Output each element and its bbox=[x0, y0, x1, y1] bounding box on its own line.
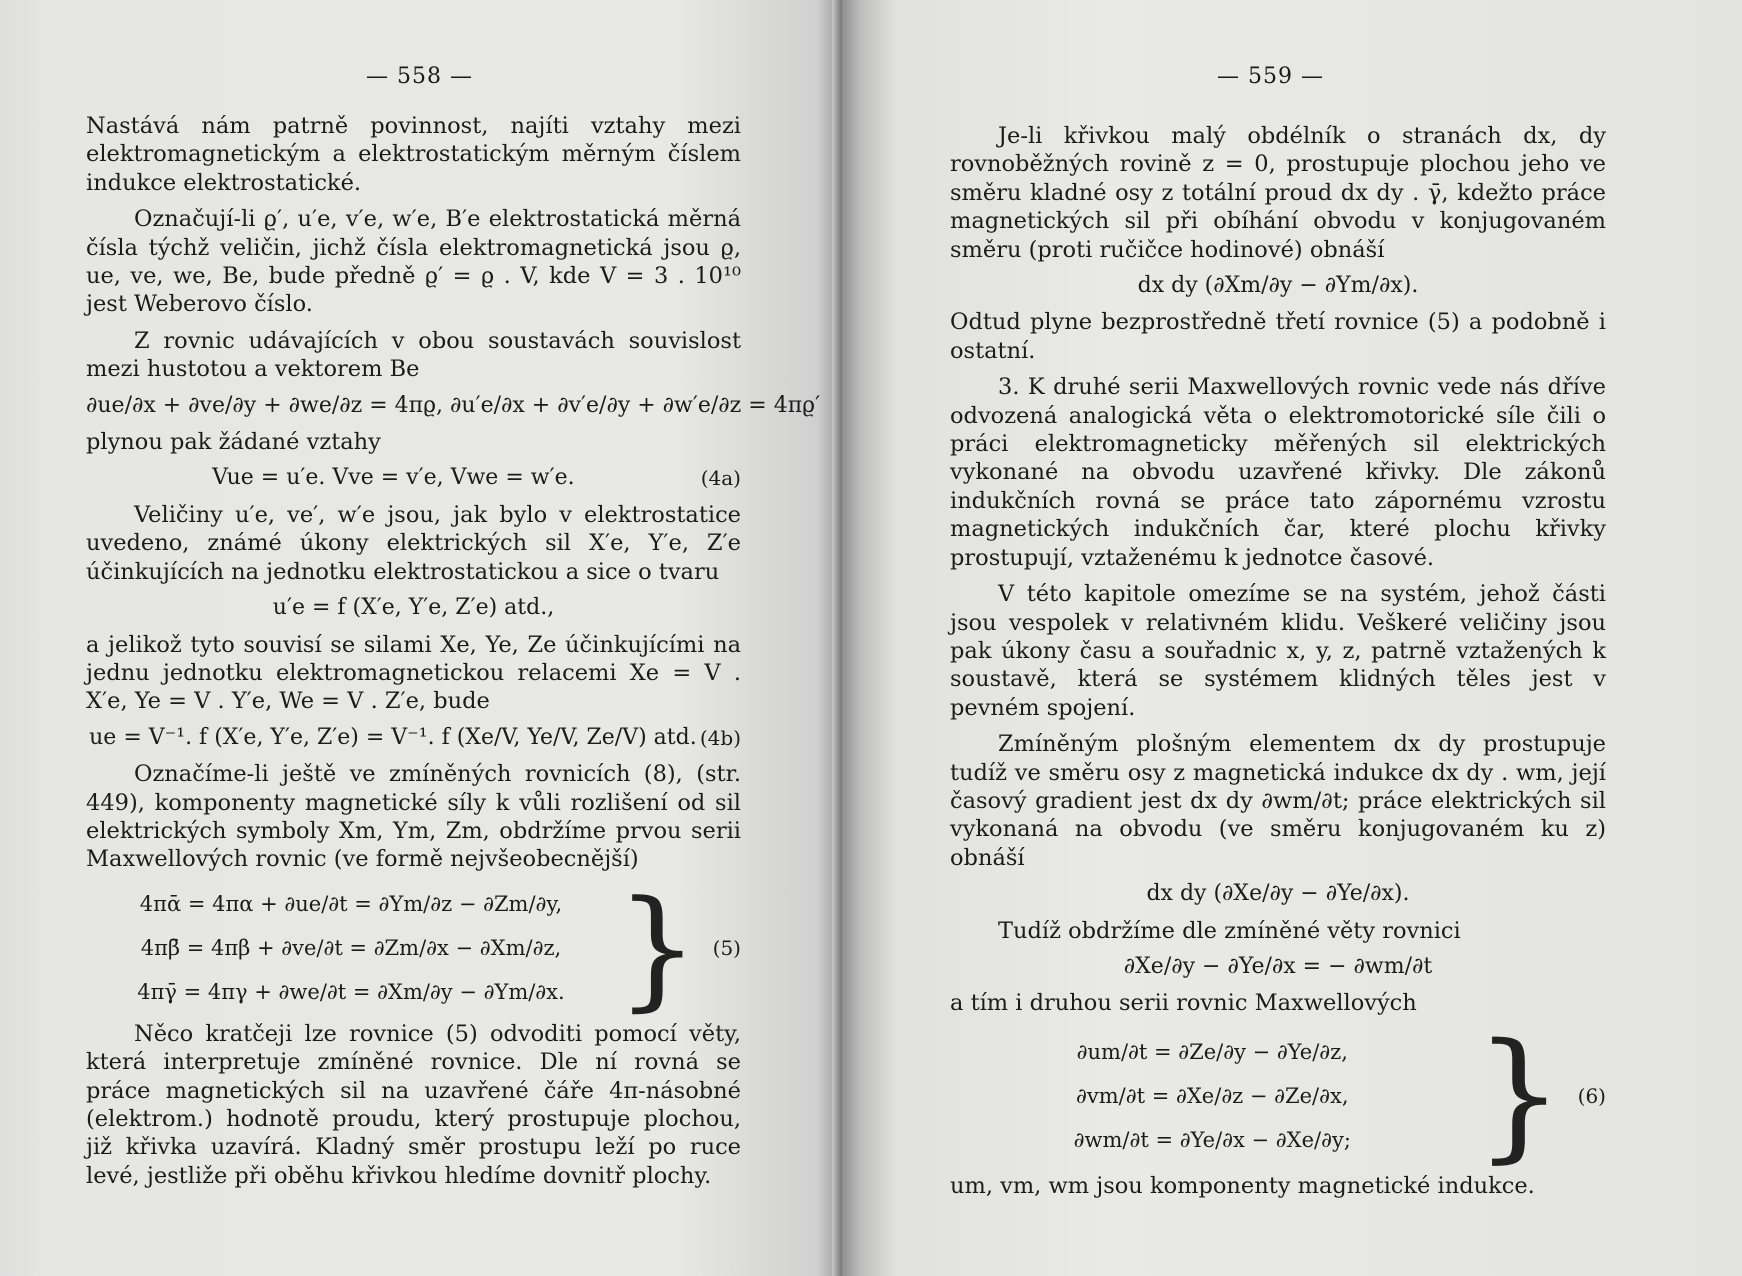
paragraph: Označují-li ϱ′, u′e, v′e, w′e, B′e elektrostatická měrná čísla týchž veličin, jichž čísla elektromagnetická jsou ϱ, ue, ve, we, Be, bude předně ϱ′ = ϱ . V, kde V = 3 . 10¹⁰ jest Weberovo číslo. bbox=[86, 206, 741, 318]
equation-system-6 bbox=[950, 1013, 1606, 1177]
page-number: — 559 — bbox=[1217, 64, 1324, 89]
paragraph: plynou pak žádané vztahy bbox=[86, 429, 381, 456]
paragraph: Odtud plyne bezprostředně třetí rovnice (5) a podobně i ostatní. bbox=[950, 309, 1606, 364]
equation-body: Vue = u′e. Vve = v′e, Vwe = w′e. bbox=[212, 465, 575, 491]
text-column bbox=[86, 112, 821, 1198]
equation-line: ∂vm/∂t = ∂Xe/∂z − ∂Ze/∂x, bbox=[1076, 1083, 1349, 1108]
paragraph: Označíme-li ještě ve zmíněných rovnicích (8), (str. 449), komponenty magnetické síly k vůli rozlišení od sil elektrických symboly Xm, Ym, Zm, obdržíme prvou serii Maxwellových rovnic (ve formě nejvšeobecnější) bbox=[86, 761, 741, 873]
equation-body: ue = V⁻¹. f (X′e, Y′e, Z′e) = V⁻¹. f (Xe/V, Ye/V, Ze/V) atd. bbox=[89, 724, 697, 750]
equation-rows bbox=[86, 882, 616, 1014]
left-page bbox=[0, 0, 842, 1276]
equation-number: (5) bbox=[712, 935, 741, 960]
equation: ∂Xe/∂y − ∂Ye/∂x = − ∂wm/∂t bbox=[1123, 953, 1433, 979]
equation: ∂ue/∂x + ∂ve/∂y + ∂we/∂z = 4πϱ, ∂u′e/∂x + ∂v′e/∂y + ∂w′e/∂z = 4πϱ′ bbox=[86, 392, 821, 418]
equation-line: ∂wm/∂t = ∂Ye/∂x − ∂Xe/∂y; bbox=[1073, 1127, 1351, 1152]
equation-line: 4πᾱ = 4πα + ∂ue/∂t = ∂Ym/∂z − ∂Zm/∂y, bbox=[139, 891, 563, 916]
equation-number: (4b) bbox=[699, 725, 741, 750]
brace-glyph: } bbox=[615, 871, 699, 1024]
paragraph: V této kapitole omezíme se na systém, jehož části jsou vespolek v relativném klidu. Veškeré veličiny jsou pak úkony času a souřadnic x, y, z, patrně vztažených k soustavě, která se systémem klidných těles jest v pevném spojení. bbox=[950, 581, 1606, 721]
equation-number: (6) bbox=[1577, 1083, 1606, 1108]
equation-line: 4πγ̄ = 4πγ + ∂we/∂t = ∂Xm/∂y − ∂Ym/∂x. bbox=[137, 979, 565, 1004]
equation-4a bbox=[86, 464, 741, 492]
equation: dx dy (∂Xe/∂y − ∂Ye/∂x). bbox=[1146, 881, 1410, 907]
paragraph: um, vm, wm jsou komponenty magnetické indukce. bbox=[950, 1172, 1535, 1199]
equation-line: ∂um/∂t = ∂Ze/∂y − ∂Ye/∂z, bbox=[1076, 1039, 1348, 1064]
equation-number: (4a) bbox=[700, 466, 741, 491]
paragraph: a jelikož tyto souvisí se silami Xe, Ye, Ze účinkujícími na jednu jednotku elektromagnetickou relacemi Xe = V . X′e, Ye = V . Y′e, We = V . Z′e, bude bbox=[86, 631, 741, 715]
paragraph: Je-li křivkou malý obdélník o stranách dx, dy rovnoběžných rovině z = 0, prostupuje plochou jeho ve směru kladné osy z totální proud dx dy . γ̄, kdežto práce magnetických sil při obíhání obvodu v konjugovaném směru (proti ručičce hodinové) obnáší bbox=[950, 123, 1606, 263]
paragraph: Něco kratčeji lze rovnice (5) odvoditi pomocí věty, která interpretuje zmíněné rovnice. Dle ní rovná se práce magnetických sil na uzavřené čáře 4π-násobné (elektrom.) hodnotě proudu, který prostupuje plochou, již křivka uzavírá. Kladný směr prostupu leží po ruce levé, jestliže při oběhu křivkou hledíme dovnitř plochy. bbox=[86, 1020, 741, 1189]
right-page bbox=[842, 0, 1742, 1276]
paragraph: Z rovnic udávajících v obou soustavách souvislost mezi hustotou a vektorem Be bbox=[86, 327, 741, 383]
paragraph: a tím i druhou serii rovnic Maxwellových bbox=[950, 990, 1417, 1017]
paragraph: Nastává nám patrně povinnost, najíti vztahy mezi elektromagnetickým a elektrostatickým měrným číslem indukce elektrostatické. bbox=[86, 113, 741, 196]
text-column bbox=[950, 122, 1606, 1208]
equation-system-5 bbox=[86, 871, 741, 1024]
equation-line: 4πβ̄ = 4πβ + ∂ve/∂t = ∂Zm/∂x − ∂Xm/∂z, bbox=[140, 935, 562, 960]
paragraph: Tudíž obdržíme dle zmíněné věty rovnici bbox=[998, 917, 1461, 944]
equation: dx dy (∂Xm/∂y − ∂Ym/∂x). bbox=[1137, 273, 1419, 299]
page-number: — 558 — bbox=[366, 64, 473, 89]
equation-rows bbox=[950, 1030, 1475, 1162]
paragraph: Veličiny u′e, ve′, w′e jsou, jak bylo v elektrostatice uvedeno, známé úkony elektrických sil X′e, Y′e, Z′e účinkujících na jednotku elektrostatickou a sice o tvaru bbox=[86, 501, 741, 585]
paragraph: Zmíněným plošným elementem dx dy prostupuje tudíž ve směru osy z magnetická indukce dx dy . wm, její časový gradient jest dx dy ∂wm/∂t; práce elektrických sil vykonaná na obvodu (ve směru konjugovaném ku z) obnáší bbox=[950, 731, 1606, 871]
paragraph: 3. K druhé serii Maxwellových rovnic vede nás dříve odvozená analogická věta o elektromotorické síle čili o práci elektromagneticky měřených sil elektrických vykonané na obvodu uzavřené křivky. Dle zákonů indukčních rovná se práce tato zápornému vzrostu magnetických indukčních čar, které plochu křivky prostupují, vztaženému k jednotce časové. bbox=[950, 374, 1606, 571]
equation-4b bbox=[86, 724, 741, 752]
equation: u′e = f (X′e, Y′e, Z′e) atd., bbox=[272, 595, 555, 621]
brace-glyph: } bbox=[1474, 1013, 1564, 1177]
